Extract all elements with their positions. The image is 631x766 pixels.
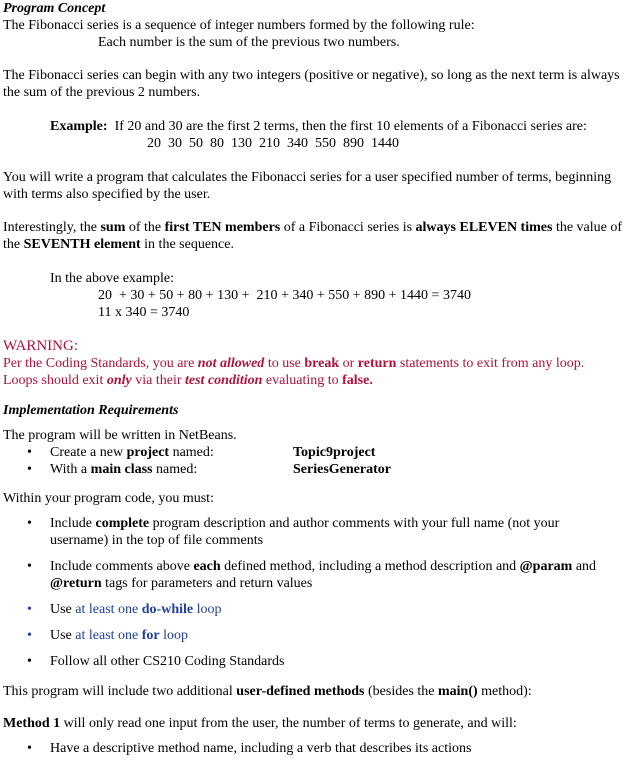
p4-text-g: the value of the — [3, 220, 623, 252]
r4-d: loop — [159, 628, 189, 643]
warning-only: only — [106, 373, 132, 388]
warning-l1-a: Per the Coding Standards, you are — [3, 356, 198, 371]
p4-first-ten: first TEN members — [164, 220, 281, 235]
concept-paragraph-3: You will write a program that calculates the Fibonacci series for a user specified number of terms, beginning with terms also specified by the user. — [3, 170, 612, 202]
warning-l2-c: via their — [131, 373, 185, 388]
warning-l1-c: to use — [264, 356, 305, 371]
netbeans-line: The program will be written in NetBeans. — [3, 428, 237, 443]
warning-title: WARNING: — [3, 338, 78, 354]
r2-param: @param — [519, 559, 573, 574]
example-label: Example: — [50, 119, 108, 134]
main-class-value: SeriesGenerator — [293, 462, 391, 477]
concept-paragraph-4 — [3, 219, 625, 253]
method-1-line — [3, 715, 625, 732]
warning-l1-g: statements to exit from any loop. — [396, 356, 585, 371]
example-series: 20 30 50 80 130 210 340 550 890 1440 — [147, 136, 399, 151]
example-text: If 20 and 30 are the first 2 terms, then the first 10 elements of a Fibonacci series are: — [114, 119, 587, 134]
class-text-a: With a — [50, 462, 91, 477]
warning-break: break — [304, 356, 340, 371]
requirements-list — [3, 515, 625, 549]
warning-false: false. — [342, 373, 373, 388]
r1-c: program description and author comments with your full name (not your username) in the top of file comments — [50, 516, 560, 548]
r5-text: Follow all other CS210 Coding Standards — [50, 654, 285, 669]
r4-a: Use — [50, 628, 76, 643]
example-line — [50, 118, 620, 135]
warning-not-allowed: not allowed — [197, 356, 265, 371]
r3-a: Use — [50, 602, 76, 617]
list-item — [3, 515, 620, 549]
project-list — [3, 444, 625, 478]
method-1-text: will only read one input from the user, the number of terms to generate, and will: — [60, 716, 517, 731]
list-item — [3, 653, 625, 670]
warning-return: return — [357, 356, 397, 371]
requirements-list-4 — [3, 627, 625, 644]
p4-text-e: of a Fibonacci series is — [280, 220, 416, 235]
list-item — [3, 601, 625, 618]
r2-g: tags for parameters and return values — [101, 576, 313, 591]
methods-e: method): — [477, 684, 532, 699]
r2-return: @return — [50, 576, 102, 591]
methods-user-defined: user-defined methods — [236, 684, 365, 699]
r2-e: and — [572, 559, 597, 574]
concept-line-1: The Fibonacci series is a sequence of integer numbers formed by the following rule: — [3, 18, 475, 33]
r2-c: defined method, including a method description and — [220, 559, 520, 574]
implementation-heading: Implementation Requirements — [3, 403, 179, 418]
multiply-line: 11 x 340 = 3740 — [98, 305, 190, 320]
methods-c: (besides the — [364, 684, 438, 699]
r1-complete: complete — [95, 516, 150, 531]
p4-seventh: SEVENTH element — [23, 237, 141, 252]
r2-each: each — [193, 559, 221, 574]
p4-always-eleven: always ELEVEN times — [415, 220, 553, 235]
method-1-list — [3, 740, 625, 757]
list-item — [3, 558, 625, 592]
requirements-list-5 — [3, 653, 625, 670]
concept-paragraph-2: The Fibonacci series can begin with any two integers (positive or negative), so long as the next term is always the sum of the previous 2 numbers. — [3, 68, 620, 100]
proj-text-c: named: — [169, 445, 214, 460]
class-main-class: main class — [90, 462, 153, 477]
r3-d: loop — [193, 602, 222, 617]
class-text-c: named: — [152, 462, 198, 477]
r4-for: for — [141, 628, 160, 643]
requirements-list-3 — [3, 601, 625, 618]
project-name-value: Topic9project — [293, 445, 376, 460]
p4-text-i: in the sequence. — [140, 237, 234, 252]
p4-sum: sum — [100, 220, 126, 235]
list-item — [3, 461, 625, 478]
proj-text-a: Create a new — [50, 445, 127, 460]
method-1-label: Method 1 — [3, 716, 61, 731]
p4-text-a: Interestingly, the — [3, 220, 101, 235]
r3-b: at least one — [75, 602, 142, 617]
r1-a: Include — [50, 516, 96, 531]
method-1-item-text: Have a descriptive method name, including a verb that describes its actions — [50, 741, 472, 756]
p4-text-c: of the — [125, 220, 165, 235]
fibonacci-rule: Each number is the sum of the previous two numbers. — [98, 35, 400, 50]
warning-l2-e: evaluating to — [262, 373, 343, 388]
proj-project: project — [126, 445, 170, 460]
within-code-line: Within your program code, you must: — [3, 491, 214, 506]
methods-main: main() — [437, 684, 478, 699]
r3-do-while: do-while — [141, 602, 194, 617]
requirements-list-2 — [3, 558, 625, 592]
methods-line — [3, 683, 625, 700]
warning-test-condition: test condition — [185, 373, 263, 388]
warning-l1-e: or — [339, 356, 358, 371]
program-concept-heading: Program Concept — [3, 1, 106, 16]
methods-a: This program will include two additional — [3, 684, 237, 699]
list-item — [3, 444, 625, 461]
list-item — [3, 740, 625, 757]
warning-line-2 — [3, 372, 625, 389]
warning-line-1 — [3, 355, 625, 372]
list-item — [3, 627, 625, 644]
warning-l2-a: Loops should exit — [3, 373, 107, 388]
above-example-label: In the above example: — [50, 271, 175, 286]
r2-a: Include comments above — [50, 559, 194, 574]
r4-b: at least one — [75, 628, 142, 643]
sum-line: 20 + 30 + 50 + 80 + 130 + 210 + 340 + 550 + 890 + 1440 = 3740 — [98, 288, 471, 303]
